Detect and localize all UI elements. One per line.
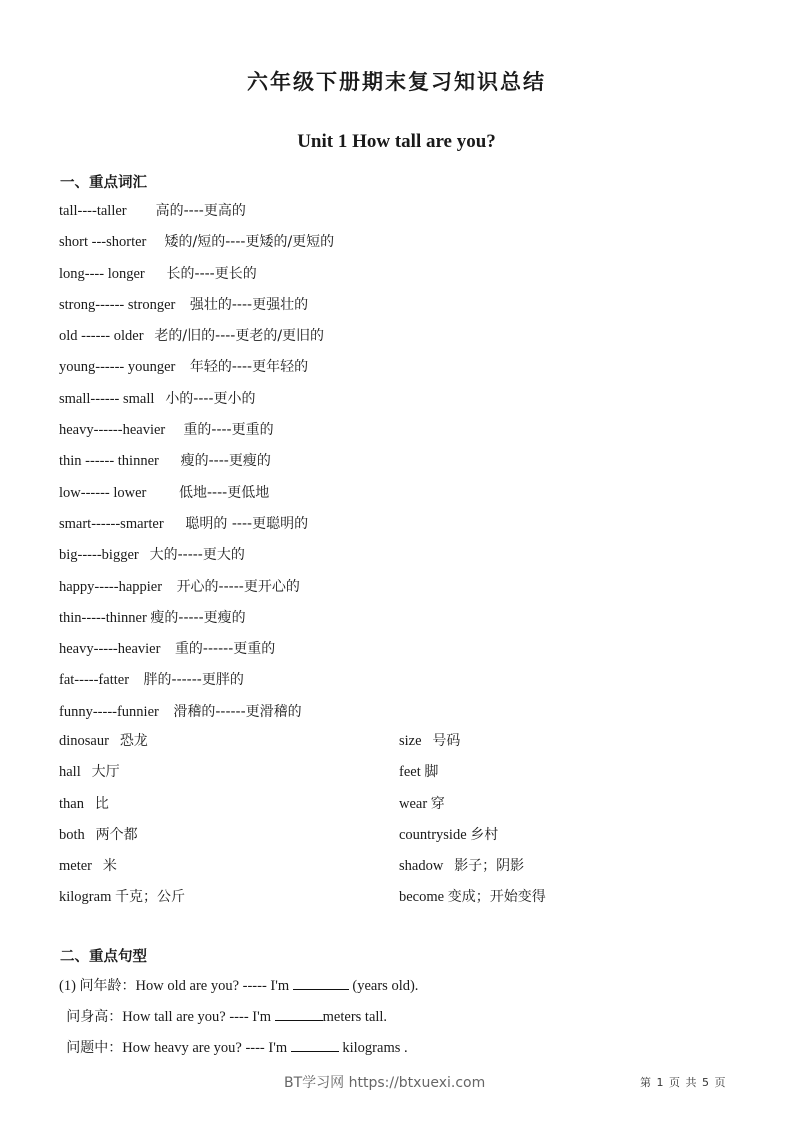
- word-en: than: [59, 795, 84, 812]
- vocab-en: thin ------ thinner: [59, 453, 159, 470]
- vocab-en: strong------ stronger: [59, 296, 176, 313]
- page-number: 第 1 页 共 5 页: [640, 1076, 727, 1089]
- vocab-row: [59, 418, 739, 449]
- word-left: [59, 823, 399, 854]
- vocab-row: [59, 575, 739, 606]
- vocab-zh: 低地----更低地: [179, 484, 270, 501]
- spacer: [162, 579, 177, 595]
- spacer: [139, 547, 150, 563]
- answer-blank: [293, 975, 349, 990]
- site-watermark: BT学习网 https://btxuexi.com: [284, 1075, 486, 1091]
- unit-title: Unit 1 How tall are you?: [297, 131, 496, 152]
- vocab-row: [59, 449, 739, 480]
- word-en: both: [59, 826, 85, 843]
- vocab-en: big-----bigger: [59, 547, 139, 564]
- word-left: [59, 885, 399, 916]
- word-right: [399, 760, 739, 791]
- answer-blank: [291, 1037, 339, 1052]
- vocab-zh: 滑稽的------更滑稽的: [173, 703, 302, 720]
- vocab-row: [59, 230, 739, 261]
- vocab-en: short ---shorter: [59, 234, 147, 251]
- sentence-label: 问题中：: [66, 1040, 123, 1056]
- vocab-zh: 瘦的-----更瘦的: [150, 609, 246, 626]
- word-right: [399, 729, 739, 760]
- sentence-label: 问身高：: [66, 1009, 123, 1025]
- word-en: become: [399, 889, 445, 906]
- word-left: [59, 760, 399, 791]
- word-en: feet: [399, 764, 421, 781]
- vocab-row: [59, 668, 739, 699]
- sentence-question: How heavy are you? ---- I'm: [122, 1040, 291, 1056]
- sentence-row: [59, 974, 739, 1005]
- item-number: (1): [59, 978, 80, 994]
- word-zh: 比: [94, 795, 109, 812]
- vocab-zh: 瘦的----更瘦的: [180, 453, 271, 470]
- word-en: wear: [399, 795, 428, 812]
- vocab-zh: 高的----更高的: [155, 203, 246, 219]
- spacer: [85, 827, 96, 843]
- vocab-en: old ------ older: [59, 328, 144, 345]
- vocab-zh: 年轻的----更年轻的: [189, 359, 309, 376]
- word-row: [59, 760, 739, 791]
- vocab-en: smart------smarter: [59, 515, 164, 532]
- vocab-zh: 开心的-----更开心的: [176, 578, 300, 595]
- vocab-zh: 长的----更长的: [166, 265, 257, 282]
- spacer: [129, 672, 144, 688]
- spacer: [443, 858, 454, 874]
- word-zh: 穿: [430, 795, 445, 812]
- word-list-two-columns: [59, 729, 739, 917]
- vocab-en: small------ small: [59, 390, 155, 407]
- spacer: [154, 391, 165, 407]
- word-en: countryside: [399, 826, 467, 843]
- vocab-row: [59, 512, 739, 543]
- word-en: size: [399, 733, 422, 749]
- spacer: [164, 516, 186, 532]
- spacer: [81, 764, 92, 780]
- word-right: [399, 854, 739, 885]
- spacer: [127, 203, 156, 219]
- word-en: shadow: [399, 858, 444, 875]
- vocab-en: funny-----funnier: [59, 703, 159, 720]
- word-left: [59, 792, 399, 823]
- word-right: [399, 792, 739, 823]
- word-row: [59, 854, 739, 885]
- vocab-zh: 小的----更小的: [165, 390, 256, 407]
- word-row: [59, 792, 739, 823]
- spacer: [144, 328, 155, 344]
- vocab-zh: 聪明的 ----更聪明的: [185, 515, 309, 532]
- word-right: [399, 823, 739, 854]
- word-row: [59, 823, 739, 854]
- word-en: kilogram: [59, 889, 112, 906]
- word-en: meter: [59, 858, 93, 875]
- sentence-suffix: kilograms .: [338, 1040, 408, 1056]
- vocab-en: heavy------heavier: [59, 422, 166, 439]
- document-title: 六年级下册期末复习知识总结: [247, 70, 546, 94]
- sentence-label: 问年龄：: [79, 978, 136, 994]
- vocab-en: heavy-----heavier: [59, 641, 161, 658]
- sentence-patterns: [59, 974, 739, 1067]
- vocab-en: low------ lower: [59, 484, 147, 501]
- vocab-row: [59, 606, 739, 637]
- vocab-zh: 大的-----更大的: [149, 547, 245, 564]
- word-zh: 千克；公斤: [114, 889, 185, 906]
- word-zh: 号码: [432, 733, 461, 749]
- vocab-row: [59, 637, 739, 668]
- vocab-zh: 重的------更重的: [174, 641, 276, 658]
- vocab-row: [59, 387, 739, 418]
- spacer: [160, 641, 175, 657]
- word-zh: 乡村: [470, 826, 499, 843]
- vocab-row: [59, 543, 739, 574]
- word-row: [59, 885, 739, 916]
- spacer: [146, 234, 164, 250]
- word-row: [59, 729, 739, 760]
- vocab-row: [59, 355, 739, 386]
- vocab-row: [59, 324, 739, 355]
- sentence-suffix: (years old).: [348, 978, 419, 994]
- answer-blank: [275, 1006, 323, 1021]
- section-heading-vocabulary: 一、重点词汇: [60, 175, 147, 191]
- vocab-row: [59, 262, 739, 293]
- vocab-row: [59, 481, 739, 512]
- vocab-zh: 重的----更重的: [183, 422, 274, 439]
- spacer: [159, 453, 181, 469]
- sentence-suffix: meters tall.: [322, 1009, 388, 1025]
- page-footer: [0, 1072, 793, 1092]
- spacer: [145, 266, 167, 282]
- word-left: [59, 729, 399, 760]
- section-heading-sentences: 二、重点句型: [60, 949, 147, 965]
- word-zh: 影子；阴影: [454, 858, 525, 875]
- word-en: dinosaur: [59, 733, 109, 749]
- spacer: [92, 858, 103, 874]
- vocab-row: [59, 700, 739, 731]
- word-zh: 大厅: [91, 764, 120, 781]
- vocab-en: thin-----thinner: [59, 609, 147, 626]
- sentence-row: [59, 1005, 739, 1036]
- vocab-en: fat-----fatter: [59, 672, 130, 689]
- vocab-zh: 强壮的----更强壮的: [189, 296, 309, 313]
- vocab-en: tall----taller: [59, 203, 127, 219]
- word-zh: 米: [102, 858, 117, 875]
- vocab-zh: 胖的------更胖的: [143, 672, 244, 689]
- word-right: [399, 885, 739, 916]
- word-left: [59, 854, 399, 885]
- spacer: [159, 704, 174, 720]
- spacer: [165, 422, 183, 438]
- sentence-question: How old are you? ----- I'm: [135, 978, 293, 994]
- word-zh: 两个都: [95, 826, 138, 843]
- vocab-zh: 老的/旧的----更老的/更旧的: [154, 328, 325, 345]
- vocab-zh: 矮的/短的----更矮的/更短的: [164, 234, 335, 251]
- spacer: [175, 359, 190, 375]
- vocab-row: [59, 293, 739, 324]
- sentence-question: How tall are you? ---- I'm: [122, 1009, 275, 1025]
- spacer: [175, 297, 190, 313]
- vocab-row: [59, 199, 739, 230]
- spacer: [422, 733, 433, 749]
- word-zh: 脚: [424, 764, 439, 781]
- vocab-en: young------ younger: [59, 359, 176, 376]
- spacer: [84, 796, 95, 812]
- word-en: hall: [59, 764, 81, 781]
- sentence-row: [59, 1036, 739, 1067]
- comparatives-list: [59, 199, 739, 731]
- spacer: [109, 733, 120, 749]
- vocab-en: happy-----happier: [59, 578, 163, 595]
- word-zh: 变成；开始变得: [447, 889, 546, 906]
- vocab-en: long---- longer: [59, 265, 145, 282]
- word-zh: 恐龙: [119, 733, 148, 749]
- spacer: [146, 485, 179, 501]
